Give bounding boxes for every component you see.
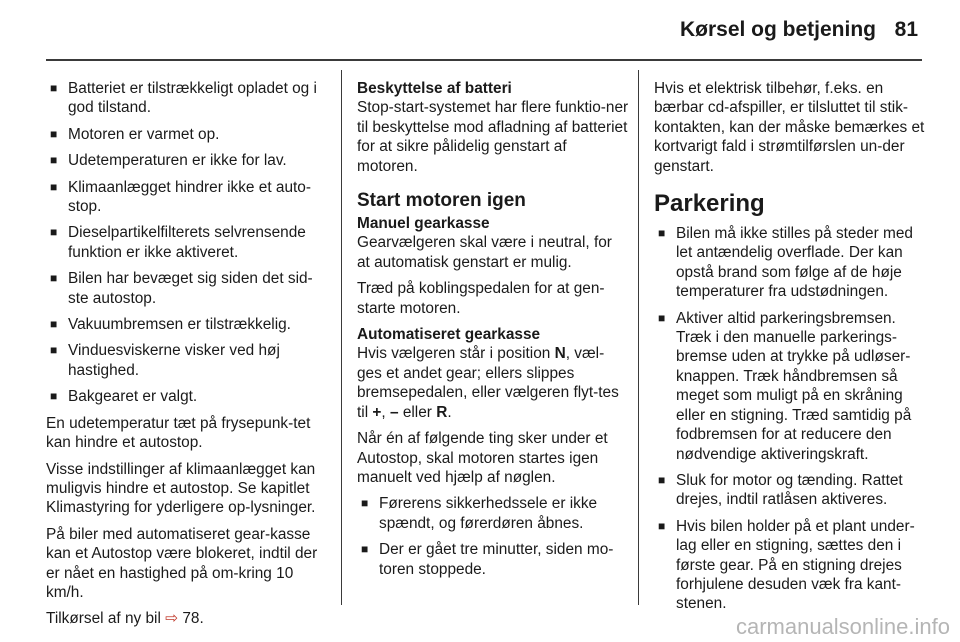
text-span: .: [447, 403, 452, 421]
list-item: ■ Der er gået tre minutter, siden mo-toren stoppede.: [357, 540, 629, 579]
paragraph-manual-restart-conditions: Når én af følgende ting sker under et Autostop, skal motoren startes igen manuelt ved hjælp af nøglen.: [357, 430, 608, 486]
gear-minus-symbol: –: [389, 403, 399, 421]
watermark: carmanualsonline.info: [735, 614, 950, 639]
heading-battery-protection: Beskyttelse af batteri: [357, 80, 512, 97]
heading-restart-engine: Start motoren igen: [357, 190, 526, 212]
gear-plus-symbol: +: [372, 403, 382, 421]
list-item: ■ Aktiver altid parkeringsbremsen. Træk i den manuelle parkerings-bremse uden at trykke på udløser-knappen. Træk håndbremsen så meget som muligt på en skråning eller en stigning. Træd samtidig på fodbremsen for at reducere den nødvendige aktiveringskraft.: [654, 309, 926, 464]
manual-restart-list: [357, 494, 629, 579]
break-in-text: Tilkørsel af ny bil: [46, 610, 161, 628]
heading-manual-gearbox: Manuel gearkasse: [357, 215, 490, 233]
autostop-conditions-list: [46, 79, 328, 407]
page-number: 81: [894, 18, 918, 41]
column-2: [357, 79, 629, 586]
column-1: [46, 79, 328, 636]
list-item: ■ Førerens sikkerhedssele er ikke spændt, og førerdøren åbnes.: [357, 494, 629, 533]
heading-automated-gearbox: Automatiseret gearkasse: [357, 326, 541, 344]
paragraph-battery-protection: Stop-start-systemet har flere funktio-ner til beskyttelse mod afladning af batteriet for at sikre pålidelig genstart af motoren.: [357, 99, 629, 175]
list-item: ■ Sluk for motor og tænding. Rattet drejes, indtil ratlåsen aktiveres.: [654, 471, 926, 510]
column-divider-1: [341, 70, 342, 605]
paragraph-break-in: [46, 609, 328, 628]
column-divider-2: [638, 70, 639, 605]
paragraph-manual-clutch: Træd på koblingspedalen for at gen-starte motoren.: [357, 280, 605, 317]
list-item: ■ Udetemperaturen er ikke for lav.: [46, 151, 328, 170]
list-item: ■ Bakgearet er valgt.: [46, 387, 328, 406]
list-item: ■ Hvis bilen holder på et plant under-lag eller en stigning, sættes den i første gear. På en stigning drejes forhjulene desuden væk fra kant-stenen.: [654, 517, 926, 614]
list-item: ■ Dieselpartikelfilterets selvrensende funktion er ikke aktiveret.: [46, 223, 328, 262]
parking-list: [654, 224, 926, 614]
gear-r-symbol: R: [436, 403, 448, 421]
text-span: ,: [381, 403, 386, 421]
paragraph-climate: Visse indstillinger af klimaanlægget kan muligvis hindre et autostop. Se kapitlet Klimastyring for yderligere op-lysninger.: [46, 460, 316, 517]
paragraph-automated-restart: [357, 344, 629, 422]
list-item: ■ Bilen må ikke stilles på steder med let antændelig overflade. Der kan opstå brand som følge af de høje temperaturer fra udstødningen.: [654, 224, 926, 302]
list-item: ■ Bilen har bevæget sig siden det sid-ste autostop.: [46, 269, 328, 308]
list-item: ■ Vakuumbremsen er tilstrækkelig.: [46, 315, 328, 334]
paragraph-automated-gearbox: På biler med automatiseret gear-kasse kan et Autostop være blokeret, indtil der er nået en hastighed på om-kring 10 km/h.: [46, 525, 318, 601]
list-item: ■ Motoren er varmet op.: [46, 125, 328, 144]
paragraph-accessory-dip: Hvis et elektrisk tilbehør, f.eks. en bærbar cd-afspiller, er tilsluttet til stik-kontakten, kan der måske bemærkes et kortvarigt fald i strømtilførslen un-der genstart.: [654, 80, 925, 175]
page-reference-arrow-icon: ⇨: [165, 610, 179, 628]
column-3: [654, 79, 926, 621]
heading-parking: Parkering: [654, 190, 765, 218]
text-span: eller: [402, 403, 432, 421]
text-span: , væl-ges et andet gear; ellers slippes bremsepedalen, eller vælgeren flyt-tes til: [357, 345, 619, 421]
list-item: ■ Batteriet er tilstrækkeligt opladet og i god tilstand.: [46, 79, 328, 118]
paragraph-freezing: En udetemperatur tæt på frysepunk-tet kan hindre et autostop.: [46, 414, 311, 452]
gear-n-symbol: N: [554, 345, 566, 363]
running-header-title: Kørsel og betjening: [679, 18, 876, 41]
header-rule: [46, 59, 922, 61]
paragraph-manual-neutral: Gearvælgeren skal være i neutral, for at automatisk genstart er mulig.: [357, 234, 612, 271]
list-item: ■ Vinduesviskerne visker ved høj hastighed.: [46, 341, 328, 380]
text-span: Hvis vælgeren står i position: [357, 345, 551, 363]
page-reference-link[interactable]: 78.: [182, 610, 204, 628]
list-item: ■ Klimaanlægget hindrer ikke et auto-stop.: [46, 178, 328, 217]
